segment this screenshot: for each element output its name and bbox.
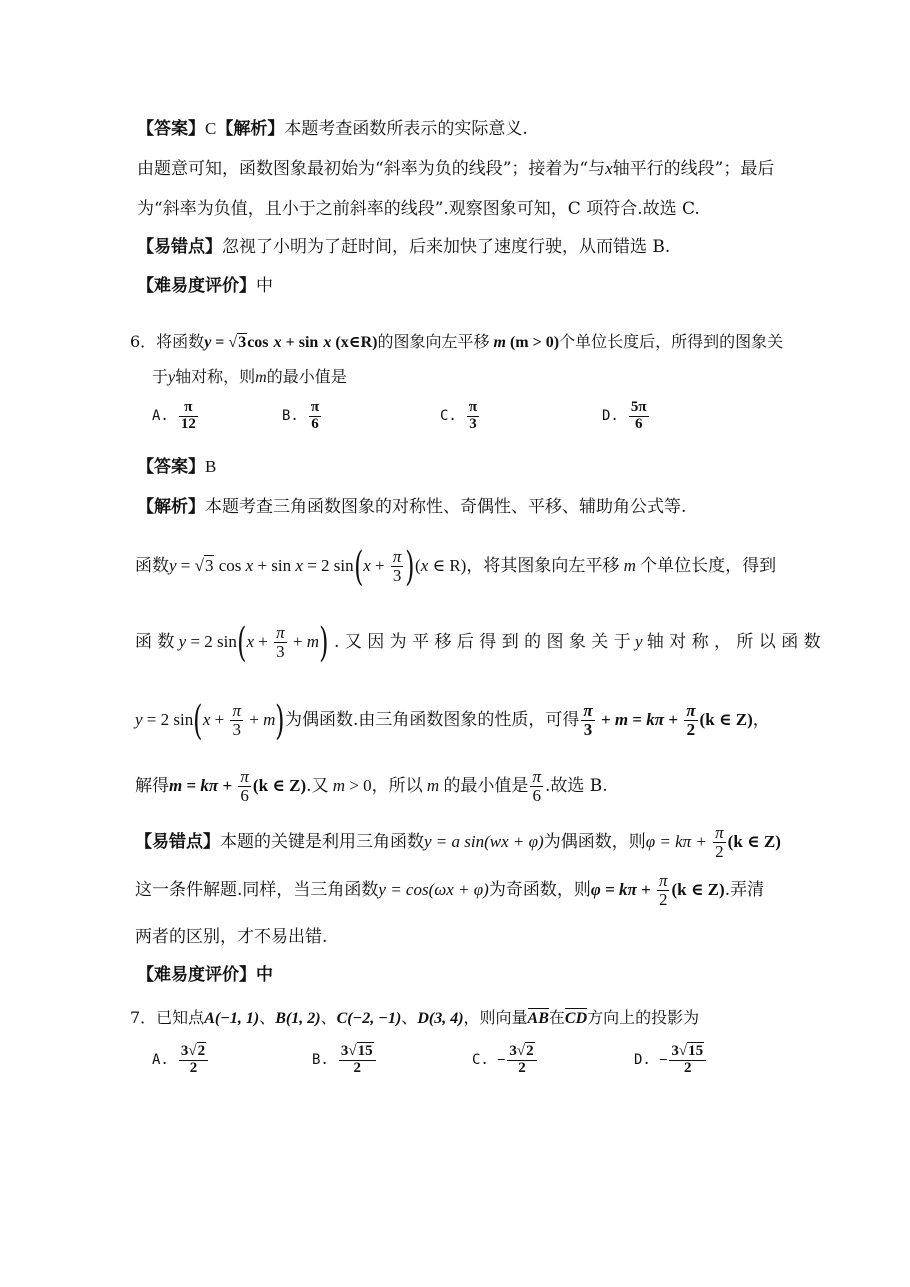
- text: 的最小值是: [443, 776, 529, 796]
- answer-value: C: [205, 119, 217, 138]
- option-label: C.: [472, 1052, 489, 1069]
- text: 函 数: [135, 632, 175, 652]
- math: m: [263, 710, 276, 729]
- sqrt: √2: [188, 1043, 206, 1059]
- option-fraction: [179, 400, 198, 433]
- text: 解得: [135, 776, 169, 796]
- math: x: [323, 334, 332, 351]
- math: =: [182, 776, 201, 795]
- math: =: [176, 556, 195, 575]
- left-paren: (: [237, 619, 247, 666]
- fraction: [230, 702, 243, 739]
- math: y: [135, 710, 143, 729]
- text: ，: [752, 710, 770, 730]
- text: ，所以: [371, 776, 423, 796]
- radicand: 3: [204, 556, 214, 575]
- vector-cd: CD: [564, 1010, 588, 1027]
- fraction: [530, 768, 543, 805]
- left-paren: (: [353, 543, 364, 590]
- denominator: 2: [658, 890, 668, 909]
- math: m: [169, 776, 183, 795]
- fraction: [657, 872, 670, 909]
- radicand: 15: [357, 1043, 373, 1059]
- math: +: [245, 710, 264, 729]
- q6-analysis-line: [137, 496, 686, 518]
- fraction: [581, 702, 594, 739]
- point-b: B(1, 2): [275, 1010, 321, 1027]
- text: 方向上的投影为: [587, 1008, 700, 1027]
- math: y: [630, 632, 647, 651]
- text: ，则向量: [463, 1008, 528, 1027]
- math: =: [628, 710, 647, 729]
- math: +: [664, 710, 683, 729]
- math: φ = kπ +: [590, 880, 655, 899]
- answer-tag: 【答案】: [137, 457, 205, 477]
- option-fraction: [179, 1044, 208, 1077]
- math: = 2 sin: [142, 710, 194, 729]
- q7-option-a[interactable]: [152, 1044, 210, 1077]
- fraction: [238, 768, 251, 805]
- sqrt: √2: [516, 1043, 534, 1059]
- text: 由题意可知，函数图象最初始为“斜率为负的线段”；接着为“与: [137, 159, 606, 179]
- q6-error-line-3: 两者的区别，才不易出错.: [135, 927, 328, 947]
- text: 于: [152, 367, 169, 386]
- numerator: π: [179, 400, 198, 417]
- option-label: A.: [152, 408, 169, 425]
- q6-stem-line-1: [130, 331, 783, 354]
- math: m: [489, 334, 510, 351]
- answer-tag: 【答案】: [137, 119, 205, 139]
- math: x: [202, 710, 211, 729]
- denominator: 2: [353, 1059, 361, 1076]
- text: 在: [548, 1008, 565, 1027]
- left-paren: (: [193, 697, 203, 744]
- numerator: π: [715, 823, 724, 843]
- coefficient: 3: [671, 1043, 679, 1059]
- denominator: 3: [392, 566, 402, 585]
- math: φ = kπ +: [645, 832, 712, 851]
- math: m: [614, 710, 629, 729]
- radicand: 3: [238, 334, 247, 351]
- text: 个单位长度，得到: [640, 556, 777, 576]
- q7-option-d[interactable]: [634, 1044, 708, 1077]
- math: m: [255, 369, 267, 386]
- math: =: [211, 334, 229, 351]
- answer-value: B: [205, 457, 217, 476]
- denominator: 6: [240, 786, 249, 805]
- sqrt: √3: [194, 556, 214, 575]
- math: cos: [214, 556, 246, 575]
- denominator: 2: [715, 842, 724, 861]
- point-d: D(3, 4): [417, 1010, 464, 1027]
- math: y: [174, 632, 187, 651]
- option-label: C.: [440, 408, 457, 425]
- radicand: 15: [688, 1043, 704, 1059]
- option-fraction: [629, 400, 649, 433]
- option-fraction: [507, 1044, 536, 1077]
- right-paren: ): [319, 619, 329, 666]
- math: (: [415, 556, 421, 575]
- text: 本题的关键是利用三角函数: [220, 832, 424, 852]
- q6-option-c[interactable]: [440, 400, 481, 433]
- denominator: 2: [189, 1059, 198, 1076]
- math: x: [273, 334, 282, 351]
- q6-derivation-4: [135, 766, 608, 806]
- q7-stem: [130, 1007, 699, 1030]
- math: kπ: [646, 710, 665, 729]
- numerator: π: [276, 623, 285, 643]
- q6-error-line-2: [135, 870, 764, 910]
- math: x: [295, 556, 303, 575]
- text: 7．已知点: [130, 1008, 205, 1027]
- numerator: π: [686, 701, 696, 721]
- error-text: 忽视了小明为了赶时间，后来加快了速度行驶，从而错选 B.: [222, 237, 671, 257]
- math: y = cos(ωx + φ): [378, 880, 489, 899]
- math: x: [420, 556, 429, 575]
- point-c: C(−2, −1): [336, 1010, 402, 1027]
- q5-analysis-line-2: 为“斜率为负值，且小于之前斜率的线段”.观察图象可知，C 项符合.故选 C.: [137, 199, 700, 219]
- math: (k ∈ Z): [727, 832, 781, 851]
- denominator: 6: [311, 415, 319, 432]
- math: x: [245, 556, 254, 575]
- sqrt: √15: [348, 1043, 373, 1059]
- text: 这一条件解题.同样，当三角函数: [135, 880, 379, 900]
- math: cos: [247, 334, 269, 351]
- math: +: [596, 710, 615, 729]
- numerator: π: [532, 767, 541, 787]
- math: y: [169, 556, 177, 575]
- q6-derivation-3: [135, 697, 770, 744]
- denominator: 12: [180, 415, 196, 432]
- text: 的最小值是: [266, 367, 347, 386]
- math: y: [168, 369, 176, 386]
- text: 、: [259, 1008, 276, 1027]
- sqrt: √15: [678, 1043, 704, 1059]
- numerator: π: [240, 767, 249, 787]
- text: .又: [306, 776, 329, 796]
- text: .故选 B.: [544, 776, 608, 796]
- q5-difficulty-line: [137, 275, 273, 297]
- q6-option-d[interactable]: [602, 400, 651, 433]
- math: +: [210, 710, 229, 729]
- math: sin: [298, 334, 319, 351]
- q6-option-a[interactable]: [152, 400, 200, 433]
- option-label: D.: [602, 408, 619, 425]
- q5-analysis-line-1: [137, 158, 774, 180]
- math: y = a sin(wx + φ): [424, 832, 544, 851]
- math: = 2 sin: [302, 556, 354, 575]
- option-label: B.: [312, 1052, 329, 1069]
- numerator: π: [232, 701, 242, 721]
- math: > 0: [345, 776, 372, 795]
- coefficient: 3: [180, 1043, 189, 1059]
- coefficient: 3: [509, 1043, 517, 1059]
- text: 轴 对 称 ， 所 以 函 数: [646, 632, 821, 652]
- text: 函数: [135, 556, 169, 576]
- difficulty-tag: 【难易度评价】: [137, 276, 256, 296]
- denominator: 3: [469, 415, 477, 432]
- fraction: [391, 548, 404, 585]
- q6-error-line-1: [135, 822, 781, 862]
- text: .弄清: [724, 880, 765, 900]
- sign: −: [496, 1052, 506, 1069]
- q6-difficulty-line: [137, 964, 273, 986]
- math: +: [254, 632, 273, 651]
- sqrt: √3: [228, 334, 247, 351]
- math: (k ∈ Z): [252, 776, 307, 795]
- math: + sin: [253, 556, 296, 575]
- error-tag: 【易错点】: [135, 832, 220, 852]
- text: 为奇函数，则: [488, 880, 591, 900]
- math: = 2 sin: [186, 632, 237, 651]
- math: (x∈R): [331, 334, 378, 351]
- sign: −: [658, 1052, 668, 1069]
- text: 轴平行的线段”；最后: [612, 159, 775, 179]
- denominator: 3: [232, 720, 241, 739]
- text: 个单位长度后，所得到的图象关: [559, 332, 784, 351]
- option-label: B.: [282, 408, 299, 425]
- difficulty-value: 中: [256, 965, 273, 985]
- option-fraction: [309, 400, 321, 433]
- q7-option-c[interactable]: [472, 1044, 539, 1077]
- q5-answer-line: [137, 118, 528, 140]
- math: x: [246, 632, 255, 651]
- math: +: [218, 776, 237, 795]
- text: ，将其图象向左平移: [466, 556, 620, 576]
- analysis-text: 本题考查函数所表示的实际意义.: [284, 119, 528, 139]
- numerator: π: [468, 399, 478, 415]
- numerator: π: [583, 701, 593, 721]
- vector-ab: AB: [527, 1010, 549, 1027]
- q6-option-b[interactable]: [282, 400, 323, 433]
- difficulty-tag: 【难易度评价】: [137, 965, 256, 985]
- right-paren: ): [405, 543, 415, 590]
- math: (k ∈ Z): [699, 710, 753, 729]
- q6-answer-line: [137, 456, 216, 478]
- text: 、: [401, 1008, 418, 1027]
- text: 的图象向左平移: [377, 332, 490, 351]
- q6-derivation-1: [135, 543, 777, 590]
- math-x: x: [605, 159, 613, 178]
- denominator: 3: [583, 720, 593, 739]
- right-paren: ): [275, 697, 285, 744]
- denominator: 3: [276, 642, 285, 661]
- text: 、: [320, 1008, 337, 1027]
- text: 为偶函数，则: [543, 832, 646, 852]
- numerator: π: [310, 399, 320, 415]
- math: x: [363, 556, 371, 575]
- fraction: [684, 702, 697, 739]
- text: 轴对称，则: [175, 367, 256, 386]
- option-label: D.: [634, 1052, 651, 1069]
- radicand: 2: [197, 1043, 206, 1059]
- difficulty-value: 中: [256, 276, 273, 296]
- denominator: 2: [686, 720, 696, 739]
- option-fraction: [467, 400, 479, 433]
- error-tag: 【易错点】: [137, 237, 222, 257]
- text: 6．将函数: [130, 332, 205, 351]
- numerator: π: [658, 871, 668, 891]
- math: kπ: [200, 776, 219, 795]
- q5-error-line: [137, 236, 670, 258]
- coefficient: 3: [340, 1043, 349, 1059]
- q6-derivation-2: [135, 619, 821, 666]
- denominator: 6: [532, 786, 541, 805]
- fraction: [274, 624, 287, 661]
- option-fraction: [339, 1044, 376, 1077]
- q6-stem-line-2: [152, 366, 347, 389]
- math: m: [422, 776, 444, 795]
- point-a: A(−1, 1): [204, 1010, 260, 1027]
- option-fraction: [669, 1044, 706, 1077]
- text: . 又 因 为 平 移 后 得 到 的 图 象 关 于: [328, 632, 631, 652]
- math: ∈ R): [428, 556, 467, 575]
- denominator: 2: [684, 1059, 692, 1076]
- math: +: [370, 556, 389, 575]
- q7-option-b[interactable]: [312, 1044, 378, 1077]
- radicand: 2: [526, 1043, 534, 1059]
- denominator: 6: [634, 415, 643, 432]
- math: +: [288, 632, 307, 651]
- text: 为偶函数.由三角函数图象的性质，可得: [285, 710, 580, 730]
- math: (m > 0): [509, 334, 560, 351]
- math: m: [306, 632, 320, 651]
- math: m: [328, 776, 346, 795]
- math: y: [204, 334, 212, 351]
- analysis-text: 本题考查三角函数图象的对称性、奇偶性、平移、辅助角公式等.: [205, 497, 687, 517]
- numerator: 5π: [630, 399, 647, 415]
- math: (k ∈ Z): [671, 880, 725, 899]
- math: m: [619, 556, 641, 575]
- analysis-tag: 【解析】: [137, 497, 205, 517]
- numerator: π: [392, 547, 402, 567]
- fraction: [713, 824, 726, 861]
- option-label: A.: [152, 1052, 169, 1069]
- analysis-tag: 【解析】: [216, 119, 285, 139]
- denominator: 2: [518, 1059, 526, 1076]
- math: +: [281, 334, 299, 351]
